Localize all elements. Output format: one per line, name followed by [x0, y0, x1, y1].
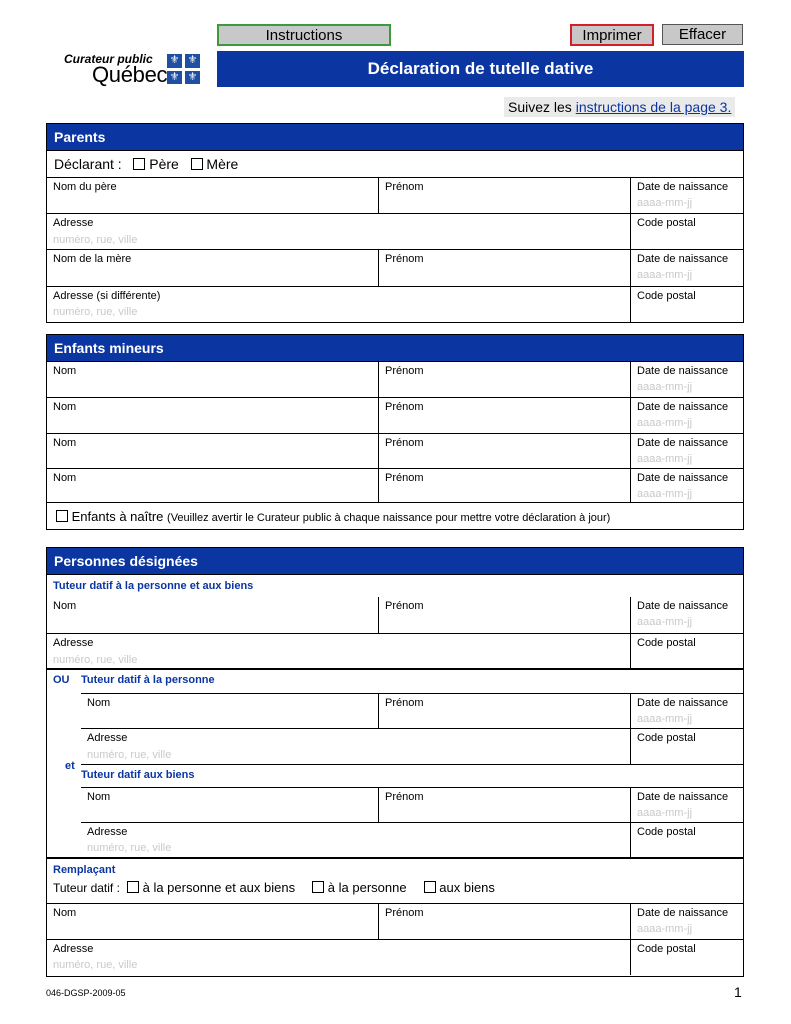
unborn-children-checkbox[interactable] [56, 510, 68, 522]
guardian-property-name-row [81, 787, 743, 822]
and-label: et [65, 760, 75, 772]
substitute-person-checkbox[interactable] [312, 881, 324, 893]
guardian-person-address-row [81, 728, 743, 764]
date-placeholder: aaaa-mm-jj [637, 923, 693, 935]
father-name-row [47, 177, 743, 213]
field-label: Nom du père [53, 181, 117, 193]
child-row [47, 433, 743, 468]
guardian-person-birthdate-field[interactable] [630, 694, 743, 728]
substitute-address-row [47, 939, 743, 975]
date-placeholder: aaaa-mm-jj [637, 197, 693, 209]
father-firstname-field[interactable] [378, 178, 630, 213]
field-label: Adresse [53, 217, 94, 229]
field-label: Date de naissance [637, 472, 729, 484]
field-label: Code postal [637, 637, 696, 649]
mother-name-row [47, 249, 743, 286]
field-label: Adresse [53, 943, 94, 955]
address-placeholder: numéro, rue, ville [53, 306, 138, 318]
substitute-name-field[interactable] [47, 904, 378, 939]
field-label: Code postal [637, 826, 696, 838]
child-name-field[interactable] [47, 469, 378, 502]
guardian-person-name-row [81, 693, 743, 728]
mother-birthdate-field[interactable] [630, 250, 743, 286]
field-label: Date de naissance [637, 253, 729, 265]
field-label: Prénom [385, 697, 424, 709]
date-placeholder: aaaa-mm-jj [637, 269, 693, 281]
form-title: Déclaration de tutelle dative [217, 51, 744, 87]
field-label: Prénom [385, 253, 424, 265]
guardian-person-header [47, 668, 743, 693]
substitute-property-label: aux biens [439, 880, 495, 895]
guardian-person-title: Tuteur datif à la personne [81, 674, 215, 686]
guardian-property-name-field[interactable] [81, 788, 378, 822]
children-section-title: Enfants mineurs [47, 335, 743, 361]
substitute-postal-field[interactable] [630, 940, 743, 975]
child-birthdate-field[interactable] [630, 434, 743, 468]
quebec-flag-icon: ⚜ ⚜ ⚜ ⚜ [167, 54, 200, 84]
guardian-property-birthdate-field[interactable] [630, 788, 743, 822]
field-label: Date de naissance [637, 181, 729, 193]
print-button[interactable]: Imprimer [570, 24, 654, 46]
guardian-both-postal-field[interactable] [630, 634, 743, 668]
substitute-header [47, 857, 743, 903]
guardian-both-birthdate-field[interactable] [630, 597, 743, 633]
instructions-hint-prefix: Suivez les [508, 99, 572, 115]
field-label: Code postal [637, 943, 696, 955]
substitute-both-checkbox[interactable] [127, 881, 139, 893]
guardian-person-address-field[interactable] [81, 729, 630, 764]
guardian-both-header [47, 574, 743, 597]
mere-checkbox[interactable] [191, 158, 203, 170]
guardian-property-address-row [81, 822, 743, 857]
pere-checkbox[interactable] [133, 158, 145, 170]
address-placeholder: numéro, rue, ville [53, 959, 138, 971]
address-placeholder: numéro, rue, ville [53, 654, 138, 666]
guardian-property-header [81, 764, 743, 787]
substitute-options [53, 880, 495, 895]
date-placeholder: aaaa-mm-jj [637, 453, 693, 465]
unborn-children-row [47, 502, 743, 529]
field-label: Prénom [385, 907, 424, 919]
field-label: Prénom [385, 401, 424, 413]
field-label: Nom [53, 365, 77, 377]
child-firstname-field[interactable] [378, 398, 630, 433]
field-label: Prénom [385, 791, 424, 803]
father-birthdate-field[interactable] [630, 178, 743, 213]
address-placeholder: numéro, rue, ville [87, 749, 172, 761]
substitute-name-row [47, 903, 743, 939]
substitute-type-label: Tuteur datif : [53, 881, 120, 895]
guardian-both-address-row [47, 633, 743, 668]
children-section [46, 334, 744, 530]
father-name-field[interactable] [47, 178, 378, 213]
substitute-property-checkbox[interactable] [424, 881, 436, 893]
substitute-title: Remplaçant [53, 864, 116, 876]
form-code: 046-DGSP-2009-05 [46, 988, 126, 998]
father-postal-field[interactable] [630, 214, 743, 249]
designated-section [46, 547, 744, 977]
field-label: Date de naissance [637, 437, 729, 449]
date-placeholder: aaaa-mm-jj [637, 713, 693, 725]
date-placeholder: aaaa-mm-jj [637, 616, 693, 628]
parents-section-title: Parents [47, 124, 743, 150]
guardian-person-firstname-field[interactable] [378, 694, 630, 728]
mother-address-field[interactable] [47, 287, 630, 322]
unborn-children-note: (Veuillez avertir le Curateur public à chaque naissance pour mettre votre déclaration à jour) [167, 512, 611, 524]
child-birthdate-field[interactable] [630, 362, 743, 397]
substitute-address-field[interactable] [47, 940, 630, 975]
field-label: Adresse [87, 826, 128, 838]
designated-section-title: Personnes désignées [47, 548, 743, 574]
child-name-field[interactable] [47, 398, 378, 433]
child-row [47, 361, 743, 397]
substitute-birthdate-field[interactable] [630, 904, 743, 939]
child-row [47, 397, 743, 433]
instructions-hint [504, 97, 735, 117]
child-birthdate-field[interactable] [630, 398, 743, 433]
instructions-page-link[interactable]: instructions de la page 3. [575, 99, 732, 115]
field-label: Nom [53, 401, 77, 413]
field-label: Code postal [637, 217, 696, 229]
field-label: Date de naissance [637, 600, 729, 612]
field-label: Adresse (si différente) [53, 290, 161, 302]
address-placeholder: numéro, rue, ville [87, 842, 172, 854]
father-address-row [47, 213, 743, 249]
field-label: Prénom [385, 181, 424, 193]
instructions-button[interactable]: Instructions [217, 24, 391, 46]
field-label: Date de naissance [637, 791, 729, 803]
guardian-person-postal-field[interactable] [630, 729, 743, 764]
guardian-both-address-field[interactable] [47, 634, 630, 668]
field-label: Date de naissance [637, 365, 729, 377]
guardian-both-title: Tuteur datif à la personne et aux biens [53, 580, 254, 592]
mother-postal-field[interactable] [630, 287, 743, 322]
father-address-field[interactable] [47, 214, 630, 249]
substitute-person-label: à la personne [327, 880, 407, 895]
guardian-property-firstname-field[interactable] [378, 788, 630, 822]
pere-label: Père [149, 156, 179, 172]
guardian-both-name-row [47, 597, 743, 633]
guardian-property-title: Tuteur datif aux biens [81, 769, 195, 781]
date-placeholder: aaaa-mm-jj [637, 417, 693, 429]
guardian-property-address-field[interactable] [81, 823, 630, 857]
page-number: 1 [734, 984, 742, 1000]
child-firstname-field[interactable] [378, 362, 630, 397]
field-label: Adresse [87, 732, 128, 744]
mother-name-field[interactable] [47, 250, 378, 286]
guardian-both-name-field[interactable] [47, 597, 378, 633]
child-name-field[interactable] [47, 362, 378, 397]
field-label: Prénom [385, 437, 424, 449]
mother-address-row [47, 286, 743, 322]
field-label: Prénom [385, 472, 424, 484]
org-name-line1: Curateur public [64, 52, 153, 66]
unborn-children-label: Enfants à naître [71, 509, 164, 524]
field-label: Nom [53, 907, 77, 919]
child-birthdate-field[interactable] [630, 469, 743, 502]
clear-button[interactable]: Effacer [662, 24, 743, 45]
field-label: Date de naissance [637, 401, 729, 413]
parents-section [46, 123, 744, 323]
declarant-label: Déclarant : [54, 156, 122, 172]
date-placeholder: aaaa-mm-jj [637, 488, 693, 500]
child-name-field[interactable] [47, 434, 378, 468]
guardian-both-firstname-field[interactable] [378, 597, 630, 633]
org-name-line2: Québec [92, 62, 168, 87]
field-label: Adresse [53, 637, 94, 649]
address-placeholder: numéro, rue, ville [53, 234, 138, 246]
declarant-row [47, 150, 743, 177]
child-row [47, 468, 743, 502]
field-label: Nom [53, 472, 77, 484]
field-label: Prénom [385, 600, 424, 612]
field-label: Nom [87, 791, 111, 803]
guardian-property-postal-field[interactable] [630, 823, 743, 857]
field-label: Code postal [637, 290, 696, 302]
field-label: Nom de la mère [53, 253, 132, 265]
date-placeholder: aaaa-mm-jj [637, 381, 693, 393]
field-label: Nom [87, 697, 111, 709]
field-label: Date de naissance [637, 697, 729, 709]
field-label: Nom [53, 600, 77, 612]
field-label: Nom [53, 437, 77, 449]
field-label: Code postal [637, 732, 696, 744]
guardian-person-name-field[interactable] [81, 694, 378, 728]
child-firstname-field[interactable] [378, 469, 630, 502]
substitute-firstname-field[interactable] [378, 904, 630, 939]
mother-firstname-field[interactable] [378, 250, 630, 286]
mere-label: Mère [206, 156, 239, 172]
or-label: OU [53, 674, 70, 686]
child-firstname-field[interactable] [378, 434, 630, 468]
field-label: Date de naissance [637, 907, 729, 919]
substitute-both-label: à la personne et aux biens [142, 880, 296, 895]
field-label: Prénom [385, 365, 424, 377]
date-placeholder: aaaa-mm-jj [637, 807, 693, 819]
